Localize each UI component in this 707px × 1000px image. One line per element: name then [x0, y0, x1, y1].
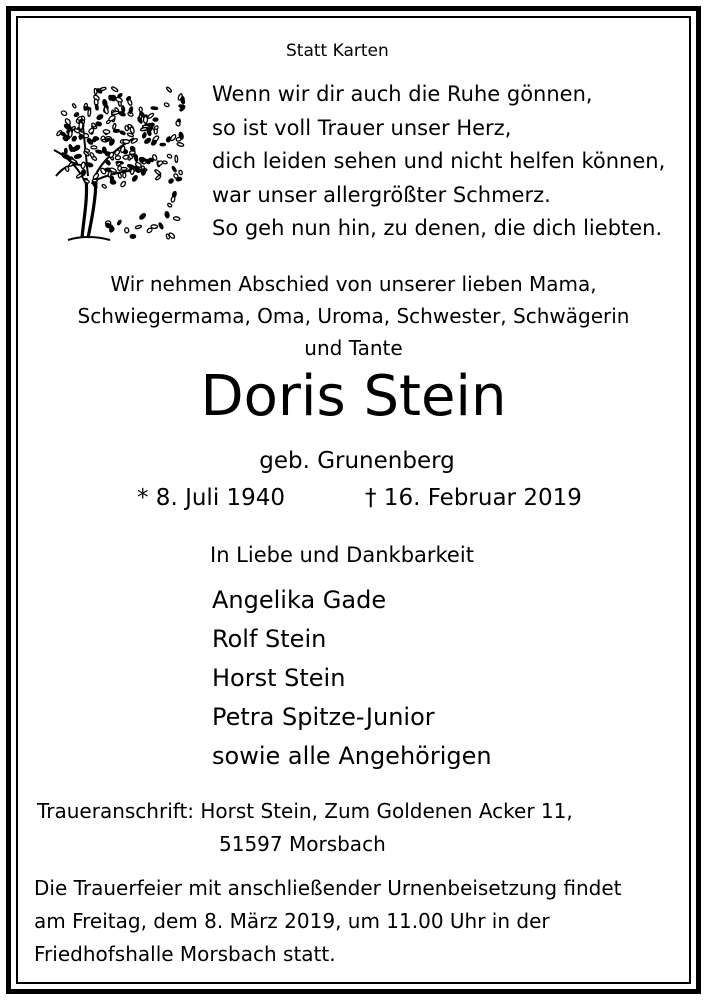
- leaf-mark: [153, 118, 158, 122]
- leaf-mark: [102, 99, 107, 107]
- intro-line: Schwiegermama, Oma, Uroma, Schwester, Schwägerin: [77, 304, 630, 328]
- statt-karten-label: Statt Karten: [286, 41, 389, 61]
- leaf-mark: [96, 114, 103, 121]
- leaf-mark: [167, 154, 173, 159]
- leaf-mark: [178, 170, 183, 175]
- mourner-name: Rolf Stein: [212, 625, 327, 653]
- leaf-mark: [124, 125, 128, 131]
- leaf-mark: [120, 130, 126, 135]
- poem-line: dich leiden sehen und nicht helfen können,: [212, 149, 666, 173]
- leaf-mark: [135, 225, 142, 229]
- leaf-mark: [165, 211, 170, 218]
- leaf-mark: [171, 196, 176, 202]
- intro-line: Wir nehmen Abschied von unserer lieben Mama,: [110, 272, 597, 296]
- leaf-mark: [100, 87, 106, 91]
- leaf-mark: [151, 225, 158, 229]
- mourner-name: Petra Spitze-Junior: [212, 703, 435, 731]
- leaf-mark: [162, 161, 167, 165]
- leaf-mark: [142, 132, 147, 138]
- leaf-mark: [173, 216, 180, 221]
- leaf-mark: [167, 203, 172, 208]
- leaf-mark: [123, 139, 130, 143]
- tree-icon: [38, 66, 188, 244]
- leaf-mark: [130, 169, 134, 175]
- leaf-mark: [176, 137, 182, 142]
- leaf-mark: [62, 154, 70, 159]
- leaf-mark: [123, 173, 126, 178]
- leaf-mark: [141, 168, 146, 175]
- leaf-mark: [94, 88, 97, 94]
- mourners-list: [212, 581, 492, 776]
- address-line-2: 51597 Morsbach: [219, 832, 386, 856]
- leaf-mark: [105, 160, 110, 165]
- leaf-mark: [127, 164, 135, 169]
- leaf-mark: [79, 122, 83, 129]
- mourner-name: Horst Stein: [212, 664, 346, 692]
- leaf-mark: [139, 213, 147, 220]
- leaf-mark: [96, 121, 102, 126]
- leaf-mark: [65, 148, 67, 153]
- leaf-mark: [68, 162, 74, 167]
- poem-line: war unser allergrößter Schmerz.: [212, 182, 551, 207]
- leaf-mark: [132, 175, 139, 182]
- leaf-mark: [132, 153, 138, 158]
- leaf-mark: [68, 130, 72, 137]
- leaf-mark: [112, 123, 116, 129]
- leaf-mark: [88, 109, 91, 116]
- leaf-mark: [115, 97, 123, 103]
- leaf-mark: [179, 104, 185, 108]
- leaf-mark: [143, 116, 147, 123]
- leaf-mark: [170, 134, 177, 142]
- leaf-mark: [117, 165, 122, 170]
- leaf-mark: [120, 181, 126, 188]
- leaf-mark: [177, 142, 184, 147]
- leaf-mark: [155, 175, 161, 181]
- leaf-mark: [65, 166, 69, 172]
- leaf-mark: [154, 129, 157, 134]
- mourner-name: sowie alle Angehörigen: [212, 742, 492, 770]
- intro-line: und Tante: [304, 336, 403, 360]
- leaf-mark: [144, 137, 152, 144]
- funeral-details: [34, 872, 622, 971]
- leaf-mark: [176, 177, 182, 181]
- mourner-name: Angelika Gade: [212, 586, 387, 614]
- leaf-mark: [166, 86, 172, 92]
- funeral-line: am Freitag, dem 8. März 2019, um 11.00 Uhr in der: [34, 909, 550, 933]
- mourners-intro: In Liebe und Dankbarkeit: [210, 543, 474, 567]
- leaf-mark: [172, 166, 177, 172]
- leaf-mark: [151, 139, 158, 145]
- leaf-mark: [110, 180, 116, 185]
- leaf-mark: [117, 220, 122, 226]
- leaf-mark: [118, 173, 122, 178]
- leaf-mark: [130, 235, 135, 239]
- leaf-mark: [96, 150, 103, 154]
- leaf-mark: [74, 154, 82, 159]
- leaf-mark: [113, 129, 119, 132]
- leaf-mark: [89, 152, 94, 158]
- funeral-line: Friedhofshalle Morsbach statt.: [34, 942, 336, 966]
- leaf-mark: [91, 146, 97, 149]
- address-line-1: Traueranschrift: Horst Stein, Zum Goldenen Acker 11,: [37, 799, 573, 823]
- leaf-mark: [164, 102, 170, 107]
- birth-date: * 8. Juli 1940: [137, 485, 286, 511]
- leaf-mark: [72, 103, 77, 108]
- leaf-mark: [160, 143, 165, 145]
- leaf-mark: [74, 112, 80, 117]
- leaf-mark: [103, 130, 110, 134]
- farewell-intro: [0, 268, 707, 364]
- leaf-mark: [105, 152, 110, 156]
- leaf-mark: [151, 107, 158, 110]
- leaf-mark: [175, 155, 178, 162]
- leaf-mark: [81, 162, 86, 169]
- poem-line: Wenn wir dir auch die Ruhe gönnen,: [212, 82, 593, 106]
- leaf-mark: [92, 136, 97, 142]
- leaf-mark: [61, 110, 68, 116]
- leaf-mark: [111, 86, 118, 92]
- leaf-mark: [71, 136, 77, 142]
- leaf-mark: [76, 173, 83, 179]
- leaf-mark: [139, 107, 142, 112]
- leaf-mark: [124, 228, 129, 233]
- funeral-line: Die Trauerfeier mit anschließender Urnenbeisetzung findet: [34, 876, 622, 900]
- poem: [212, 78, 665, 246]
- leaf-mark: [115, 155, 121, 159]
- poem-line: so ist voll Trauer unser Herz,: [212, 115, 512, 140]
- leaf-mark: [154, 169, 161, 175]
- leaf-mark: [101, 184, 106, 189]
- deceased-name: Doris Stein: [200, 364, 507, 429]
- poem-line: So geh nun hin, zu denen, die dich liebten.: [212, 216, 663, 240]
- birth-name: geb. Grunenberg: [259, 448, 455, 474]
- death-date: † 16. Februar 2019: [365, 485, 582, 511]
- leaf-mark: [168, 178, 174, 184]
- leaf-mark: [95, 104, 98, 110]
- leaf-mark: [158, 222, 163, 229]
